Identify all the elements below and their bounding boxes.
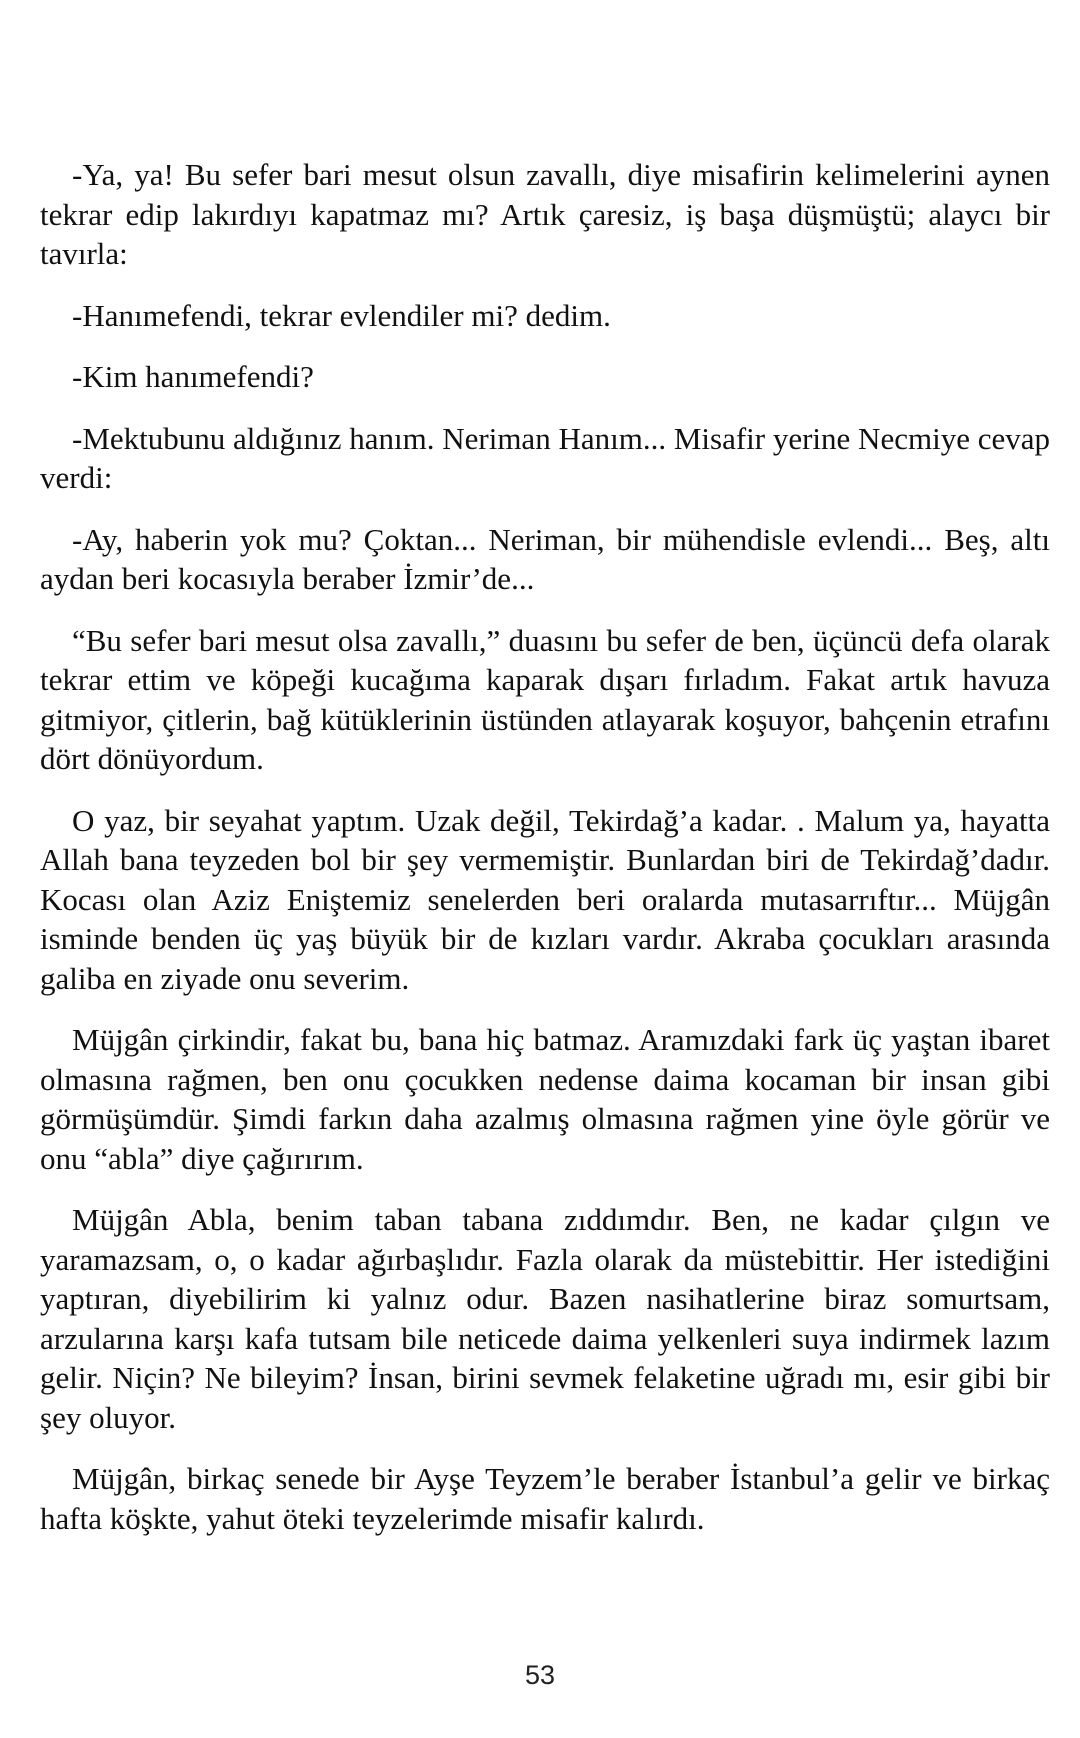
paragraph-4: -Mektubunu aldığınız hanım. Neriman Hanım... Misafir yerine Necmiye cevap verdi:: [40, 420, 1050, 495]
paragraph-8: Müjgân çirkindir, fakat bu, bana hiç batmaz. Aramızdaki fark üç yaştan ibaret olmasına rağmen, ben onu çocukken nedense daima kocaman bir insan gibi görmüşümdür. Şimdi farkın daha azalmış olmasına rağmen yine öyle görür ve onu “abla” diye çağırırım.: [40, 1022, 1050, 1176]
paragraph-1: -Ya, ya! Bu sefer bari mesut olsun zavallı, diye misafirin kelimelerini aynen tekrar edip lakırdıyı kapatmaz mı? Artık çaresiz, iş başa düşmüştü; alaycı bir tavırla:: [40, 157, 1050, 271]
paragraph-6: “Bu sefer bari mesut olsa zavallı,” duasını bu sefer de ben, üçüncü defa olarak tekrar ettim ve köpeği kucağıma kaparak dışarı fırladım. Fakat artık havuza gitmiyor, çitlerin, bağ kütüklerinin üstünden atlayarak koşuyor, bahçenin etrafını dört dönüyordum.: [40, 622, 1050, 776]
paragraph-9: Müjgân Abla, benim taban tabana zıddımdır. Ben, ne kadar çılgın ve yaramazsam, o, o kadar ağırbaşlıdır. Fazla olarak da müstebittir. Her istediğini yaptıran, diyebilirim ki yalnız odur. Bazen nasihatlerine biraz somurtsam, arzularına karşı kafa tutsam bile neticede daima yelkenleri suya indirmek lazım gelir. Niçin? Ne bileyim? İnsan, birini sevmek felaketine uğradı mı, esir gibi bir şey oluyor.: [40, 1202, 1050, 1435]
page-number: 53: [524, 1660, 556, 1690]
paragraph-2: -Hanımefendi, tekrar evlendiler mi? dedim.: [72, 297, 611, 333]
page-body: [40, 155, 1050, 1560]
paragraph-7: O yaz, bir seyahat yaptım. Uzak değil, Tekirdağ’a kadar. . Malum ya, hayatta Allah bana teyzeden bol bir şey vermemiştir. Bunlardan biri de Tekirdağ’dadır. Kocası olan Aziz Eniştemiz senelerden beri oralarda mutasarrıftır... Müjgân isminde benden üç yaş büyük bir de kızları vardır. Akraba çocukları arasında galiba en ziyade onu severim.: [40, 802, 1050, 996]
paragraph-10: Müjgân, birkaç senede bir Ayşe Teyzem’le beraber İstanbul’a gelir ve birkaç hafta köşkte, yahut öteki teyzelerimde misafir kalırdı.: [40, 1461, 1050, 1536]
paragraph-3: -Kim hanımefendi?: [72, 359, 314, 394]
paragraph-5: -Ay, haberin yok mu? Çoktan... Neriman, bir mühendisle evlendi... Beş, altı aydan beri kocasıyla beraber İzmir’de...: [40, 521, 1050, 596]
